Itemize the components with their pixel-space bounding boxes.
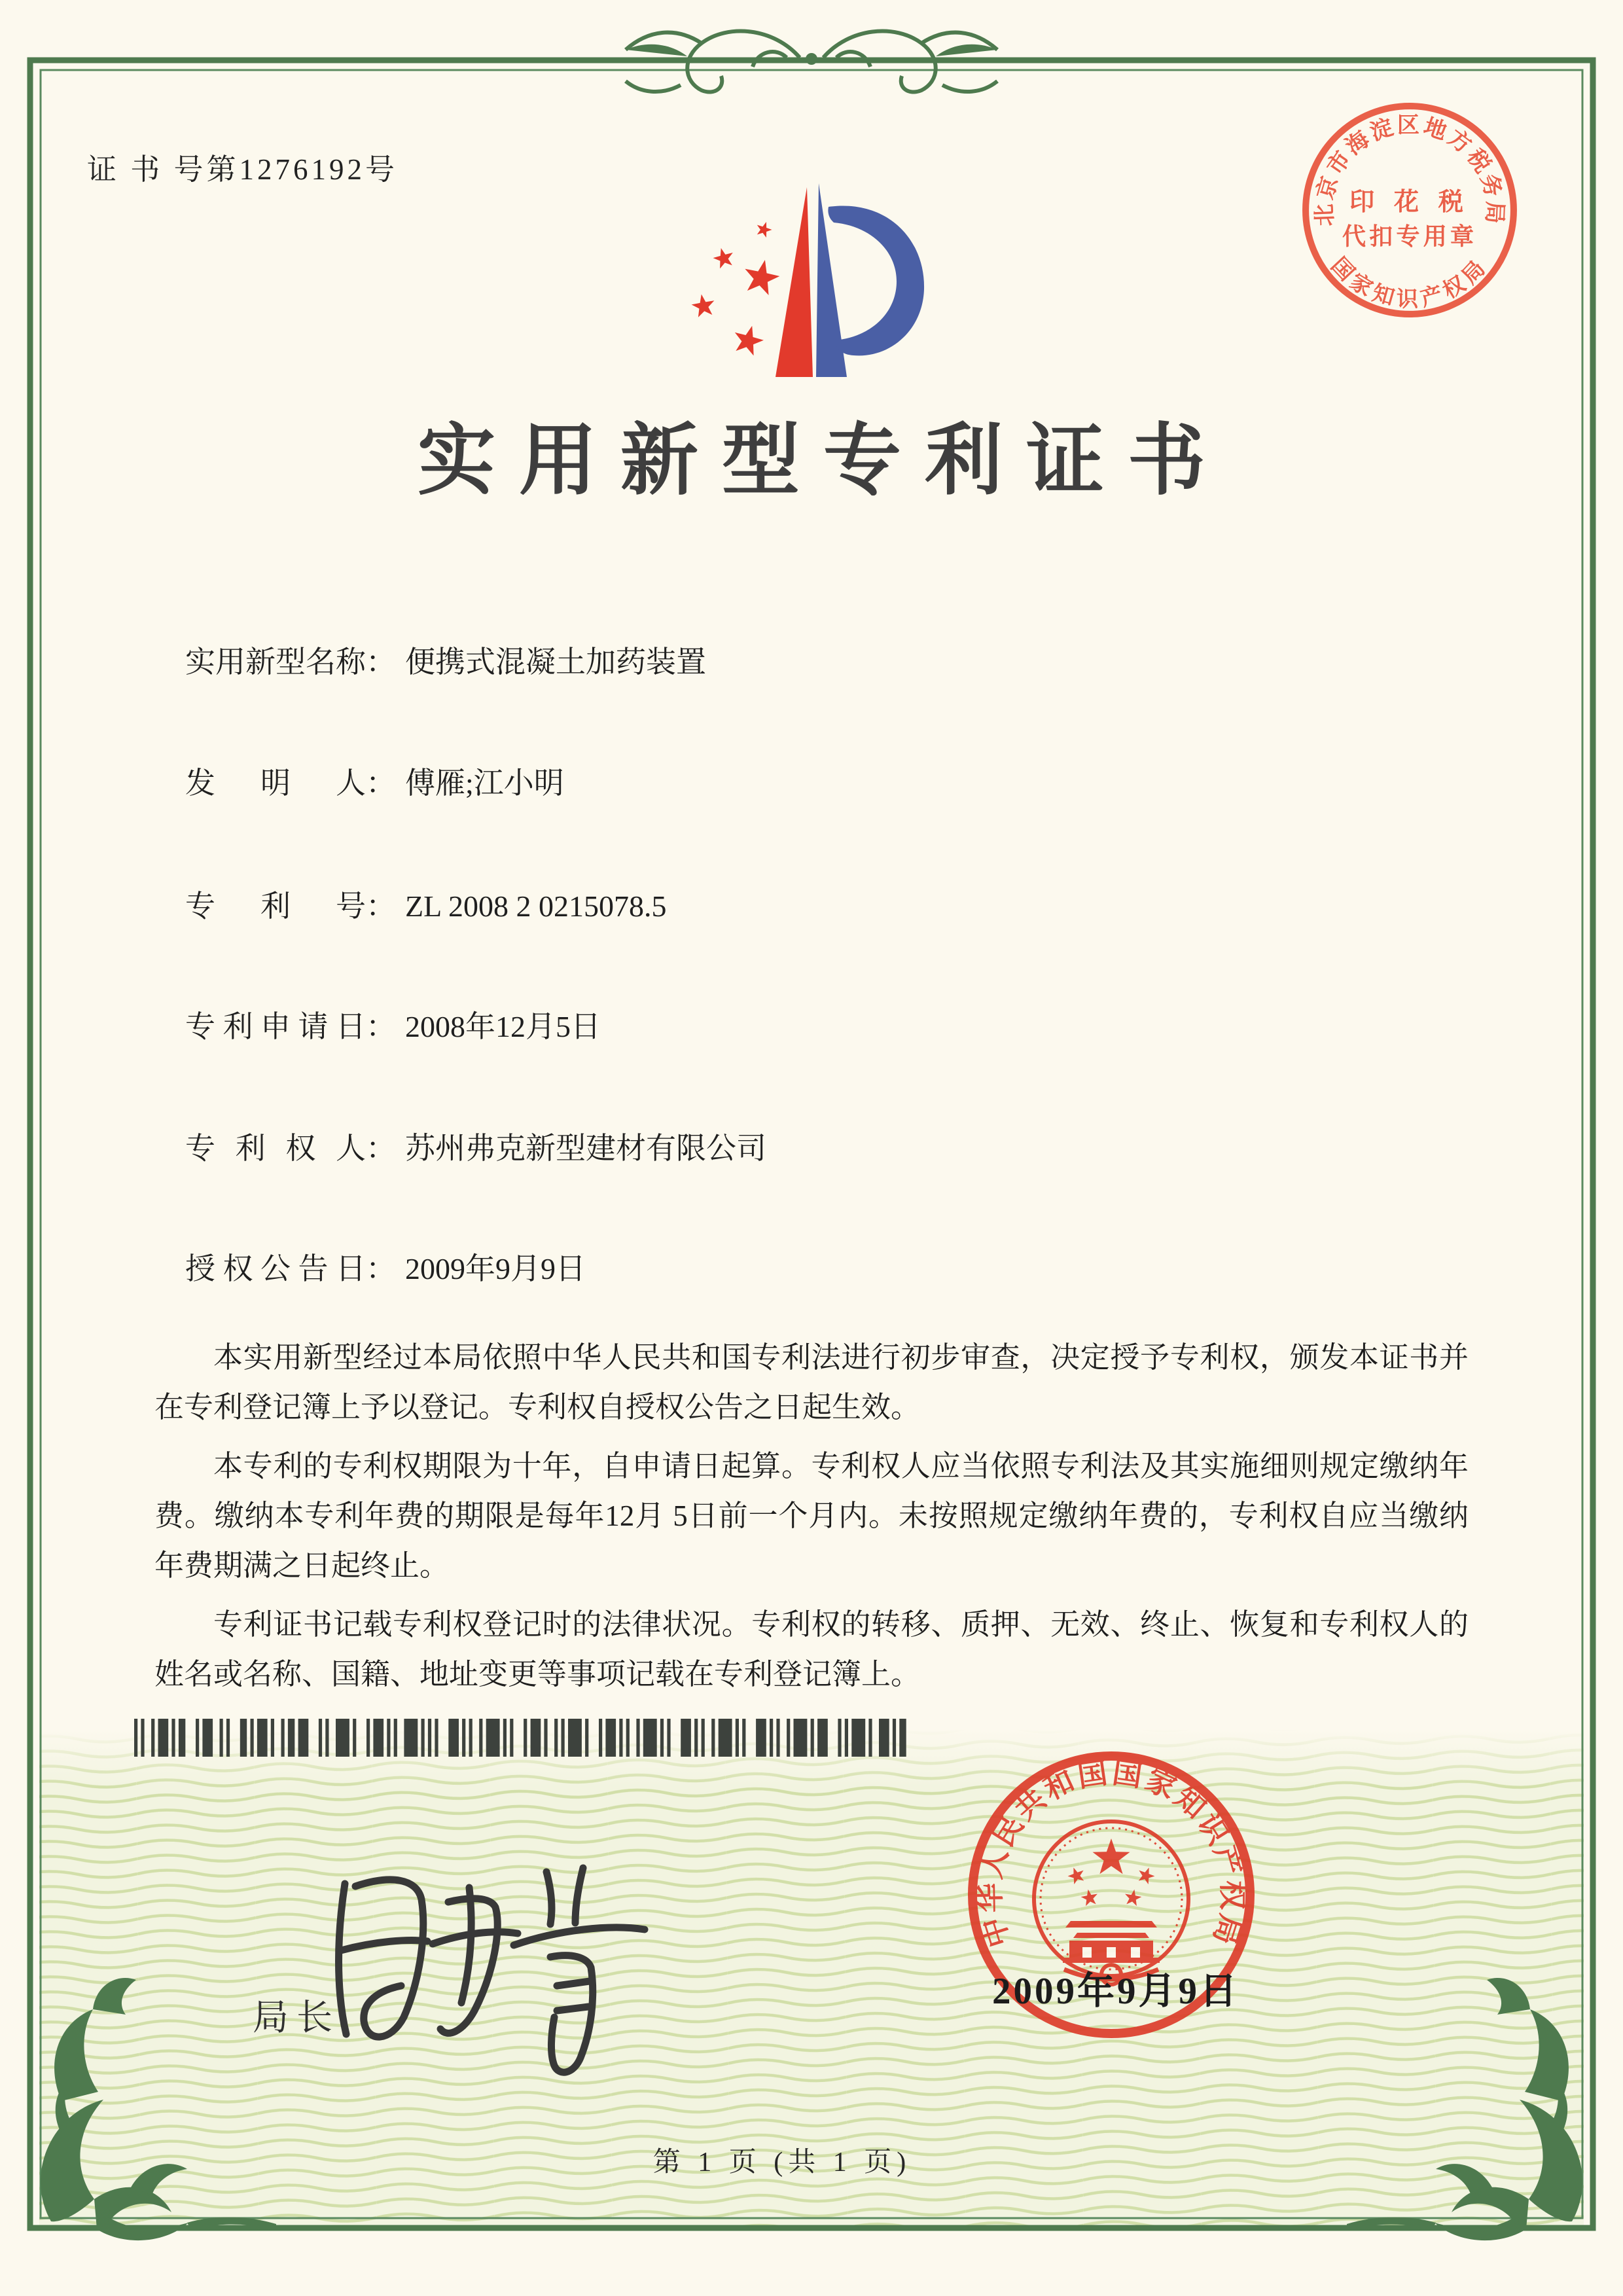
cnipa-logo-icon: [668, 161, 955, 410]
field-utility-model-name: [185, 638, 706, 681]
field-label: 专利申请日: [185, 1010, 366, 1043]
logo-p-bowl: [828, 206, 924, 356]
field-colon: ：: [366, 766, 396, 800]
body-paragraph: 专利证书记载专利权登记时的法律状况。专利权的转移、质押、无效、终止、恢复和专利权人的姓名或名称、国籍、地址变更等事项记载在专利登记簿上。: [154, 1608, 1469, 1691]
certificate-number: 证 书 号第1276192号: [87, 153, 399, 186]
field-filing-date: [185, 1003, 601, 1046]
field-value: ZL 2008 2 0215078.5: [405, 889, 667, 923]
field-value: 傅雁;江小明: [405, 766, 564, 800]
field-label: 专利号: [185, 889, 366, 923]
field-colon: ：: [366, 645, 396, 679]
field-patentee: [185, 1124, 766, 1168]
body-text: [154, 1333, 1469, 1708]
star-icon: [690, 293, 717, 318]
seal-date: 2009年9月9日: [992, 1971, 1240, 2012]
star-icon: [741, 256, 783, 296]
director-title: 局长: [253, 1998, 341, 2037]
field-inventor: [185, 759, 564, 802]
star-icon: [730, 322, 766, 357]
svg-text:国家知识产权局: [1327, 253, 1493, 312]
field-value: 便携式混凝土加药装置: [405, 645, 706, 679]
field-grant-date: [185, 1245, 586, 1288]
page-footer: 第 1 页 (共 1 页): [652, 2147, 912, 2178]
star-icon: [711, 245, 736, 270]
field-colon: ：: [366, 889, 396, 923]
seal-ring-text: 中华人民共和国国家知识产权局: [973, 1756, 1249, 1951]
field-label: 专利权人: [185, 1132, 366, 1165]
field-value: 2009年9月9日: [405, 1252, 586, 1285]
stamp-arc-bottom-text: 国家知识产权局: [1326, 253, 1493, 312]
field-label: 发明人: [185, 766, 366, 800]
field-value: 苏州弗克新型建材有限公司: [405, 1132, 766, 1165]
field-colon: ：: [366, 1132, 396, 1165]
star-icon: [754, 219, 774, 238]
logo-red-wedge: [776, 187, 813, 377]
stamp-center-line1: 印 花 税: [1349, 188, 1471, 216]
field-label: 授权公告日: [185, 1252, 366, 1285]
national-emblem-icon: [1034, 1821, 1188, 1984]
certificate-title: 实用新型专利证书: [418, 418, 1229, 504]
barcode: [134, 1719, 910, 1757]
director-signature: [298, 1846, 664, 2088]
stamp-arc-top-text: 北京市海淀区地方税务局: [1312, 113, 1507, 227]
tax-stamp: [1298, 98, 1522, 322]
field-colon: ：: [366, 1252, 396, 1285]
field-label: 实用新型名称: [185, 645, 366, 679]
field-value: 2008年12月5日: [405, 1010, 601, 1043]
body-paragraph: 本专利的专利权期限为十年，自申请日起算。专利权人应当依照专利法及其实施细则规定缴纳年费。缴纳本专利年费的期限是每年12月 5日前一个月内。未按照规定缴纳年费的，专利权自应当缴纳年费期满之日起终止。: [154, 1450, 1469, 1582]
field-patent-number: [185, 882, 667, 925]
body-paragraph: 本实用新型经过本局依照中华人民共和国专利法进行初步审查，决定授予专利权，颁发本证书并在专利登记簿上予以登记。专利权自授权公告之日起生效。: [154, 1341, 1469, 1424]
field-colon: ：: [366, 1010, 396, 1043]
stamp-center-line2: 代扣专用章: [1342, 223, 1478, 250]
